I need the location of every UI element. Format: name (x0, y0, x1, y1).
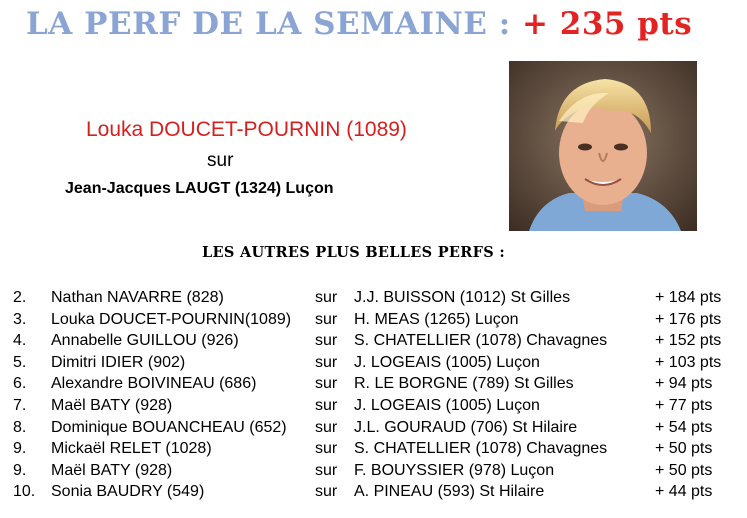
list-item (0, 287, 747, 309)
list-item (0, 460, 747, 482)
list-item (0, 481, 747, 503)
list-item (0, 417, 747, 439)
perf-opponent: J. LOGEAIS (1005) Luçon (354, 353, 540, 371)
perf-rank: 7. (13, 396, 27, 414)
list-item (0, 373, 747, 395)
list-item (0, 438, 747, 460)
list-item (0, 352, 747, 374)
perf-player: Alexandre BOIVINEAU (686) (51, 375, 257, 393)
perf-rank: 5. (13, 353, 27, 371)
perf-player: Dimitri IDIER (902) (51, 353, 186, 371)
perf-points: + 77 pts (655, 396, 713, 414)
featured-player: Louka DOUCET-POURNIN (1089) (86, 118, 407, 141)
perf-player: Annabelle GUILLOU (926) (51, 332, 239, 350)
perf-player: Mickaël RELET (1028) (51, 440, 212, 458)
perf-player: Nathan NAVARRE (828) (51, 289, 224, 306)
perf-opponent: J.J. BUISSON (1012) St Gilles (354, 289, 571, 306)
perf-versus: sur (315, 461, 338, 479)
perf-opponent: J.L. GOURAUD (706) St Hilaire (354, 418, 578, 436)
perf-points: + 184 pts (655, 289, 722, 306)
perf-versus: sur (315, 289, 338, 306)
perf-rank: 4. (13, 332, 27, 350)
headline-title: LA PERF DE LA SEMAINE : (26, 6, 511, 42)
perf-player: Maël BATY (928) (51, 461, 173, 479)
perf-opponent: H. MEAS (1265) Luçon (354, 310, 519, 328)
perf-points: + 103 pts (655, 353, 722, 371)
perf-rank: 6. (13, 375, 27, 393)
perf-rank: 8. (13, 418, 27, 436)
perf-points: + 176 pts (655, 310, 722, 328)
page-headline (26, 6, 692, 42)
perf-points: + 44 pts (655, 483, 713, 501)
perf-player: Louka DOUCET-POURNIN(1089) (51, 310, 292, 328)
perf-versus: sur (315, 353, 338, 371)
perf-opponent: S. CHATELLIER (1078) Chavagnes (354, 440, 608, 458)
perf-player: Dominique BOUANCHEAU (652) (51, 418, 287, 436)
perf-opponent: J. LOGEAIS (1005) Luçon (354, 396, 540, 414)
perf-versus: sur (315, 375, 338, 393)
perf-points: + 50 pts (655, 440, 713, 458)
perf-versus: sur (315, 396, 338, 414)
perf-rank: 3. (13, 310, 27, 328)
perf-points: + 50 pts (655, 461, 713, 479)
perf-versus: sur (315, 483, 338, 501)
perf-opponent: S. CHATELLIER (1078) Chavagnes (354, 332, 608, 350)
list-item (0, 309, 747, 331)
player-photo (509, 61, 697, 231)
list-item (0, 395, 747, 417)
featured-versus: sur (207, 150, 234, 171)
perf-versus: sur (315, 418, 338, 436)
list-item (0, 330, 747, 352)
perf-opponent: F. BOUYSSIER (978) Luçon (354, 461, 555, 479)
headline-points: + 235 pts (521, 6, 693, 42)
perf-opponent: A. PINEAU (593) St Hilaire (354, 483, 545, 501)
perf-points: + 152 pts (655, 332, 722, 350)
perf-player: Sonia BAUDRY (549) (51, 483, 205, 501)
perf-player: Maël BATY (928) (51, 396, 173, 414)
perf-opponent: R. LE BORGNE (789) St Gilles (354, 375, 574, 393)
perf-versus: sur (315, 440, 338, 458)
perf-versus: sur (315, 332, 338, 350)
perf-rank: 9. (13, 461, 27, 479)
perf-rank: 10. (13, 483, 36, 501)
perfs-list (0, 287, 747, 503)
perf-versus: sur (315, 310, 338, 328)
perf-rank: 2. (13, 289, 27, 306)
player-portrait-image (509, 61, 697, 231)
perf-rank: 9. (13, 440, 27, 458)
featured-opponent: Jean-Jacques LAUGT (1324) Luçon (65, 180, 334, 197)
other-perfs-heading: LES AUTRES PLUS BELLES PERFS : (202, 244, 505, 261)
perf-points: + 94 pts (655, 375, 713, 393)
perf-points: + 54 pts (655, 418, 713, 436)
